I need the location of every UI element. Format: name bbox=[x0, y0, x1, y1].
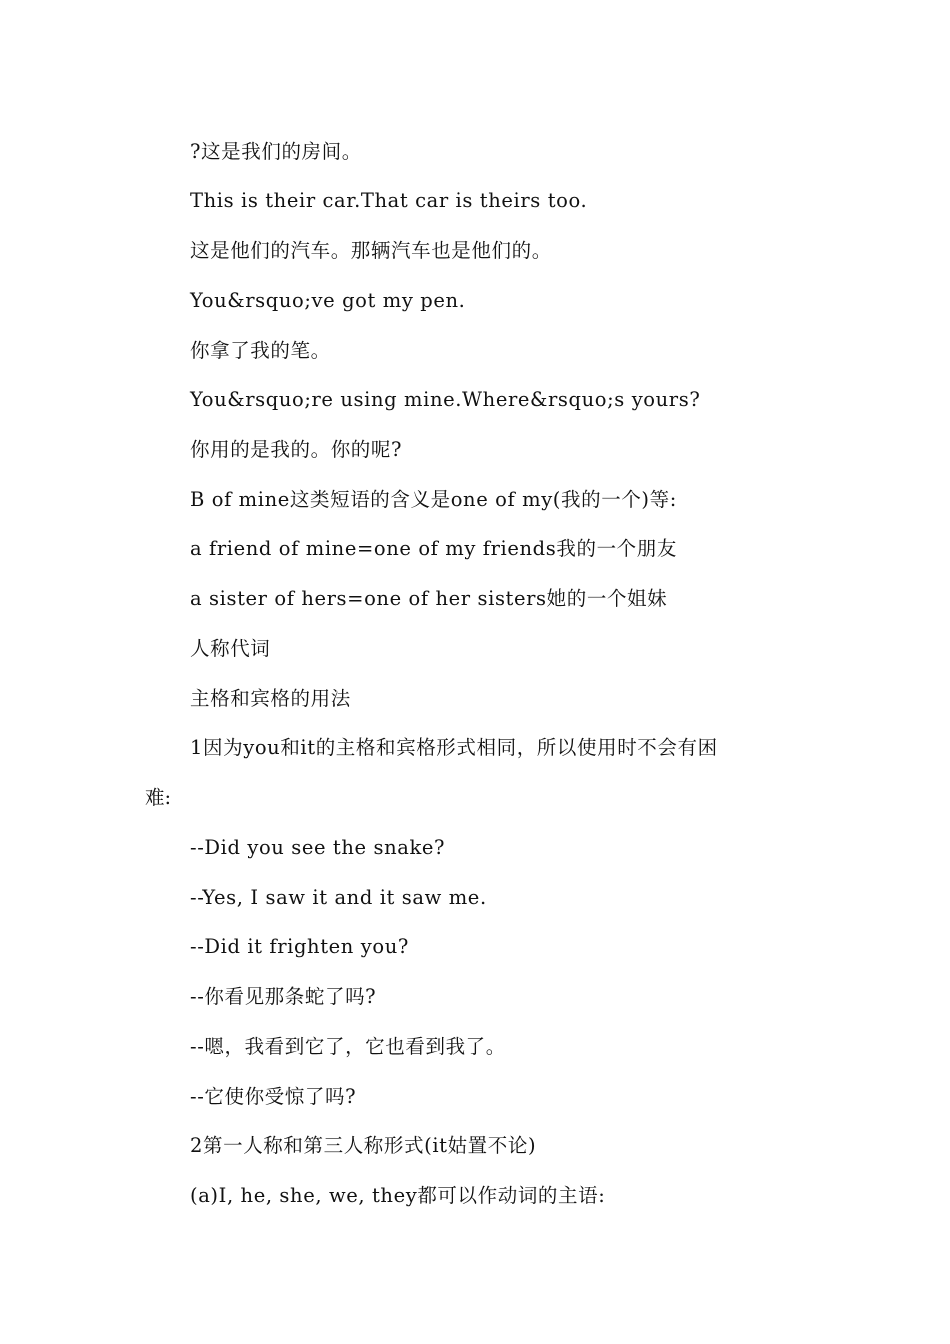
dialogue-line-2: --Yes, I saw it and it saw me. bbox=[190, 886, 487, 909]
text-line-9: a friend of mine=one of my friends我的一个朋友 bbox=[190, 537, 677, 560]
dialogue-line-1: --Did you see the snake? bbox=[190, 836, 446, 859]
heading-personal-pronouns: 人称代词 bbox=[190, 637, 271, 660]
text-line-1: ?这是我们的房间。 bbox=[190, 140, 362, 163]
dialogue-translation-1: --你看见那条蛇了吗? bbox=[190, 985, 377, 1008]
dialogue-line-3: --Did it frighten you? bbox=[190, 935, 409, 958]
text-line-7: 你用的是我的。你的呢? bbox=[190, 438, 403, 461]
text-line-13-continued: 难: bbox=[145, 786, 172, 809]
text-line-22: (a)I, he, she, we, they都可以作动词的主语: bbox=[190, 1184, 606, 1207]
text-line-10: a sister of hers=one of her sisters她的一个姐妹 bbox=[190, 587, 668, 610]
dialogue-translation-2: --嗯，我看到它了，它也看到我了。 bbox=[190, 1035, 506, 1058]
text-line-21: 2第一人称和第三人称形式(it姑置不论) bbox=[190, 1134, 537, 1157]
text-line-2: This is their car.That car is theirs too. bbox=[190, 189, 588, 212]
text-line-6: You&rsquo;re using mine.Where&rsquo;s yours? bbox=[190, 388, 701, 411]
text-line-3: 这是他们的汽车。那辆汽车也是他们的。 bbox=[190, 239, 552, 262]
dialogue-translation-3: --它使你受惊了吗? bbox=[190, 1085, 357, 1108]
text-line-4: You&rsquo;ve got my pen. bbox=[190, 289, 466, 312]
heading-subject-object-usage: 主格和宾格的用法 bbox=[190, 687, 351, 710]
text-line-8: B of mine这类短语的含义是one of my(我的一个)等: bbox=[190, 488, 677, 511]
text-line-5: 你拿了我的笔。 bbox=[190, 339, 331, 362]
text-line-13: 1因为you和it的主格和宾格形式相同，所以使用时不会有困 bbox=[190, 736, 718, 759]
